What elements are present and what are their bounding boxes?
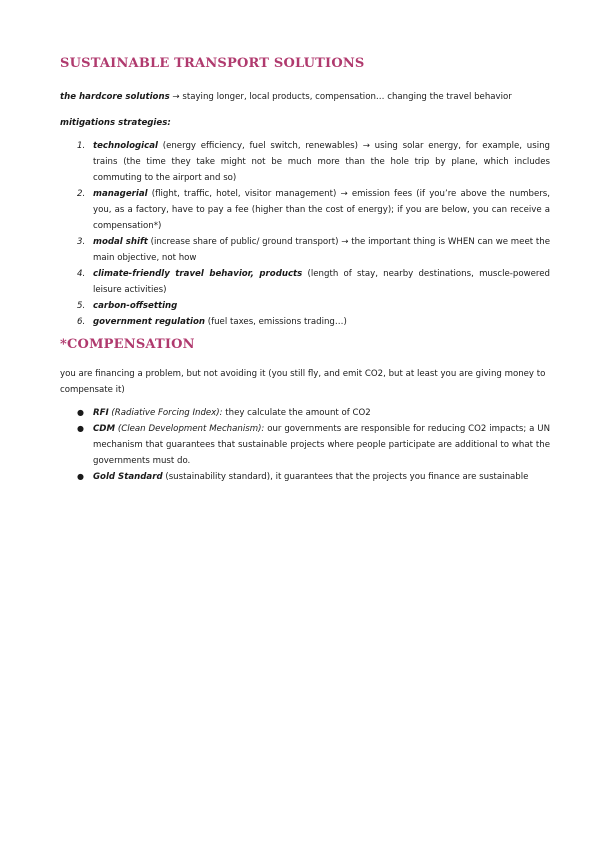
item-number: 5.	[77, 301, 86, 311]
item-number: 1.	[77, 141, 86, 151]
item-text: they calculate the amount of CO2	[222, 408, 371, 418]
item-term: CDM	[93, 424, 115, 434]
item-text: our governments are responsible for reducing CO2 impacts; a UN mechanism that guarantees that sustainable projects where people participate are additional to what the governments must do.	[93, 424, 550, 466]
item-text: (sustainability standard), it guarantees that the projects you finance are sustainable	[162, 472, 529, 482]
list-item	[60, 234, 550, 266]
list-item	[60, 314, 550, 330]
item-number: 6.	[77, 317, 86, 327]
hardcore-text: → staying longer, local products, compensation… changing the travel behavior	[169, 92, 512, 102]
list-item	[60, 421, 550, 469]
list-item	[60, 186, 550, 234]
main-heading: SUSTAINABLE TRANSPORT SOLUTIONS	[60, 56, 365, 71]
item-term: modal shift	[93, 237, 148, 247]
hardcore-paragraph	[60, 89, 550, 105]
item-text: (length of stay, nearby destinations, muscle-powered leisure activities)	[93, 269, 550, 295]
item-term: RFI	[93, 408, 109, 418]
item-text: (increase share of public/ ground transport) → the important thing is WHEN can we meet the main objective, not how	[93, 237, 550, 263]
compensation-list	[60, 405, 550, 485]
bullet-icon: ●	[77, 424, 84, 433]
item-term: managerial	[93, 189, 148, 199]
item-number: 2.	[77, 189, 86, 199]
item-number: 4.	[77, 269, 86, 279]
list-item	[60, 138, 550, 186]
list-item	[60, 298, 550, 314]
list-item	[60, 266, 550, 298]
item-number: 3.	[77, 237, 86, 247]
item-term: government regulation	[93, 317, 205, 327]
bullet-icon: ●	[77, 408, 84, 417]
compensation-heading: *COMPENSATION	[60, 337, 195, 352]
hardcore-label: the hardcore solutions	[60, 92, 170, 102]
mitigations-label: mitigations strategies:	[60, 118, 171, 128]
list-item	[60, 469, 550, 485]
item-term: Gold Standard	[93, 472, 163, 482]
item-term: climate-friendly travel behavior, products	[93, 269, 303, 279]
item-term: technological	[93, 141, 158, 151]
item-text: (energy efficiency, fuel switch, renewables) → using solar energy, for example, using trains (the time they take might not be much more than the hole trip by plane, which includes commuting to the airport and so)	[93, 141, 550, 183]
item-term: carbon-offsetting	[93, 301, 178, 311]
item-text: (fuel taxes, emissions trading…)	[205, 317, 347, 327]
strategies-list	[60, 138, 550, 330]
item-text: (flight, traffic, hotel, visitor management) → emission fees (if you’re above the numbers, you, as a factory, have to pay a fee (higher than the cost of energy); if you are below, you can receive a compensation*)	[93, 189, 550, 231]
item-expansion: (Clean Development Mechanism):	[115, 424, 265, 434]
list-item	[60, 405, 550, 421]
item-expansion: (Radiative Forcing Index):	[108, 408, 223, 418]
bullet-icon: ●	[77, 472, 84, 481]
compensation-intro: you are financing a problem, but not avoiding it (you still fly, and emit CO2, but at least you are giving money to compensate it)	[60, 369, 546, 395]
